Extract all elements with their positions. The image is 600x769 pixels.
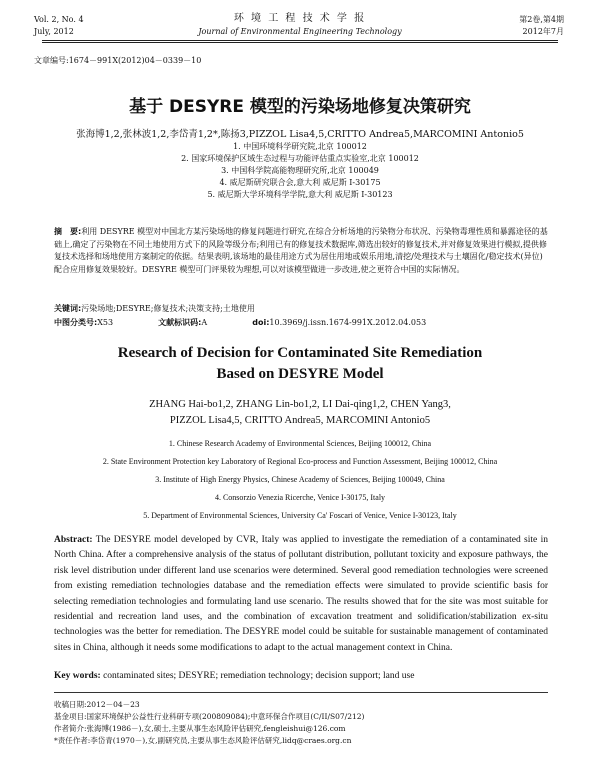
header-rule-2 — [42, 42, 558, 43]
affiliation-cn-4: 4. 威尼斯研究联合会,意大利 威尼斯 I-30175 — [219, 178, 381, 187]
doi-value: 10.3969/j.issn.1674-991X.2012.04.053 — [269, 318, 427, 327]
issue-date-cn: 2012年7月 — [522, 27, 564, 36]
authors-cn — [0, 126, 600, 140]
issue-date: July, 2012 — [34, 27, 74, 36]
abstract-cn-label: 摘 要: — [54, 227, 82, 236]
journal-name-cn: 环 境 工 程 技 术 学 报 — [233, 13, 367, 24]
abstract-en-text: The DESYRE model developed by CVR, Italy was applied to investigate the remediation of a contaminated site in North China. After a comprehensive analysis of the status of pollutant distribution, pollutant toxicity and exposure pathways, the risk level distribution under different land use scenarios were determined. Several good remediation technologies were screened from existing remediation technologies database and the remediation effects were simulated to provide scientific basis for selecting remediation technologies and formulating land use scenario. The results showed that for the site was most suitable for residential and recreation land uses, and the combination of excavation treatment and solidification/stabilization ex-situ technologies was the better for remediation. The DESYRE model could be suitable for sustainable management of contaminated sites in China, although it needs some modifications to adapt to the actual management context in China. — [54, 535, 548, 653]
keywords-en — [54, 669, 548, 684]
footnote-corresponding-author: *责任作者:李岱青(1970－),女,副研究员,主要从事生态风险评估研究,lidq@craes.org.cn — [54, 736, 352, 745]
classification-line — [54, 317, 548, 330]
affiliation-cn-2: 2. 国家环境保护区域生态过程与功能评估重点实验室,北京 100012 — [181, 154, 419, 163]
footnote-rule — [54, 692, 548, 693]
volume-number: Vol. 2, No. 4 — [34, 15, 84, 24]
clc-value: X53 — [97, 318, 114, 327]
doi-label: doi: — [252, 318, 270, 327]
footnote-received-date: 收稿日期:2012－04－23 — [54, 700, 140, 709]
abstract-cn — [54, 226, 548, 276]
affiliation-en-4: 4. Consorzio Venezia Ricerche, Venice I-30175, Italy — [214, 493, 386, 502]
doc-code-label: 文献标识码: — [158, 318, 202, 327]
authors-en-line2: PIZZOL Lisa4,5, CRITTO Andrea5, MARCOMINI Antonio5 — [169, 415, 431, 426]
title-cn: 基于 DESYRE 模型的污染场地修复决策研究 — [129, 97, 471, 117]
keywords-cn-text: 污染场地;DESYRE;修复技术;决策支持;土地使用 — [81, 304, 255, 313]
authors-en-line1: ZHANG Hai-bo1,2, ZHANG Lin-bo1,2, LI Dai-qing1,2, CHEN Yang3, — [149, 399, 451, 410]
affiliation-en-3: 3. Institute of High Energy Physics, Chinese Academy of Sciences, Beijing 100049, China — [155, 475, 445, 484]
footnote-funding: 基金项目:国家环境保护公益性行业科研专项(200809084);中意环保合作项目(C/II/S07/212) — [54, 712, 365, 721]
affiliation-en-1: 1. Chinese Research Academy of Environmental Sciences, Beijing 100012, China — [168, 439, 432, 448]
abstract-cn-text: 利用 DESYRE 模型对中国北方某污染场地的修复问题进行研究,在综合分析场地的污染物分布状况、污染物毒理性质和暴露途径的基础上,确定了污染物在不同土地使用方式下的风险等级分布;利用已有的修复技术数据库,筛选出较好的修复技术,并对修复效果进行模拟,提供修复技术选择和场地使用方案制定的依据。结果表明,该场地的最佳用途方式为居住用地或娱乐用地,清挖/处理技术与土壤固化/稳定技术(异位)配合应用修复效果较好。DESYRE 模型可门评果较为理想,可以对该模型做进一步改进,使之更符合中国的实际情况。 — [54, 227, 548, 274]
affiliation-en-5: 5. Department of Environmental Sciences, University Ca' Foscari of Venice, Venice I-30123, Italy — [143, 511, 457, 520]
clc-label: 中图分类号: — [54, 318, 98, 327]
keywords-cn-label: 关键词: — [54, 304, 82, 313]
abstract-en — [54, 533, 548, 656]
keywords-en-text: contaminated sites; DESYRE; remediation technology; decision support; land use — [103, 671, 415, 681]
keywords-cn — [54, 303, 548, 316]
keywords-en-label: Key words: — [54, 671, 101, 681]
doc-code-value: A — [201, 318, 208, 327]
affiliations-en — [0, 438, 600, 522]
affiliations-cn — [0, 141, 600, 201]
footnote-author-bio: 作者简介:张海博(1986－),女,硕士,主要从事生态风险评估研究,fengleishui@126.com — [54, 724, 346, 733]
journal-name-en: Journal of Environmental Engineering Technology — [198, 27, 402, 36]
affiliation-cn-5: 5. 威尼斯大学环境科学学院,意大利 威尼斯 I-30123 — [207, 190, 393, 199]
footnotes — [54, 699, 548, 747]
title-en-line1: Research of Decision for Contaminated Site Remediation — [117, 345, 483, 361]
header-rule — [42, 40, 558, 41]
affiliation-cn-3: 3. 中国科学院高能物理研究所,北京 100049 — [221, 166, 379, 175]
volume-number-cn: 第2卷,第4期 — [519, 15, 564, 24]
article-number: 文章编号:1674－991X(2012)04－0339－10 — [34, 56, 202, 65]
authors-cn-text: 张海博1,2,张林波1,2,李岱青1,2*,陈扬3,PIZZOL Lisa4,5,CRITTO Andrea5,MARCOMINI Antonio5 — [76, 129, 524, 140]
affiliation-en-2: 2. State Environment Protection key Laboratory of Regional Eco-process and Function Assessment, Beijing 100012, China — [102, 457, 498, 466]
title-en-line2: Based on DESYRE Model — [216, 366, 384, 382]
affiliation-cn-1: 1. 中国环境科学研究院,北京 100012 — [233, 142, 367, 151]
abstract-en-label: Abstract: — [54, 535, 93, 545]
